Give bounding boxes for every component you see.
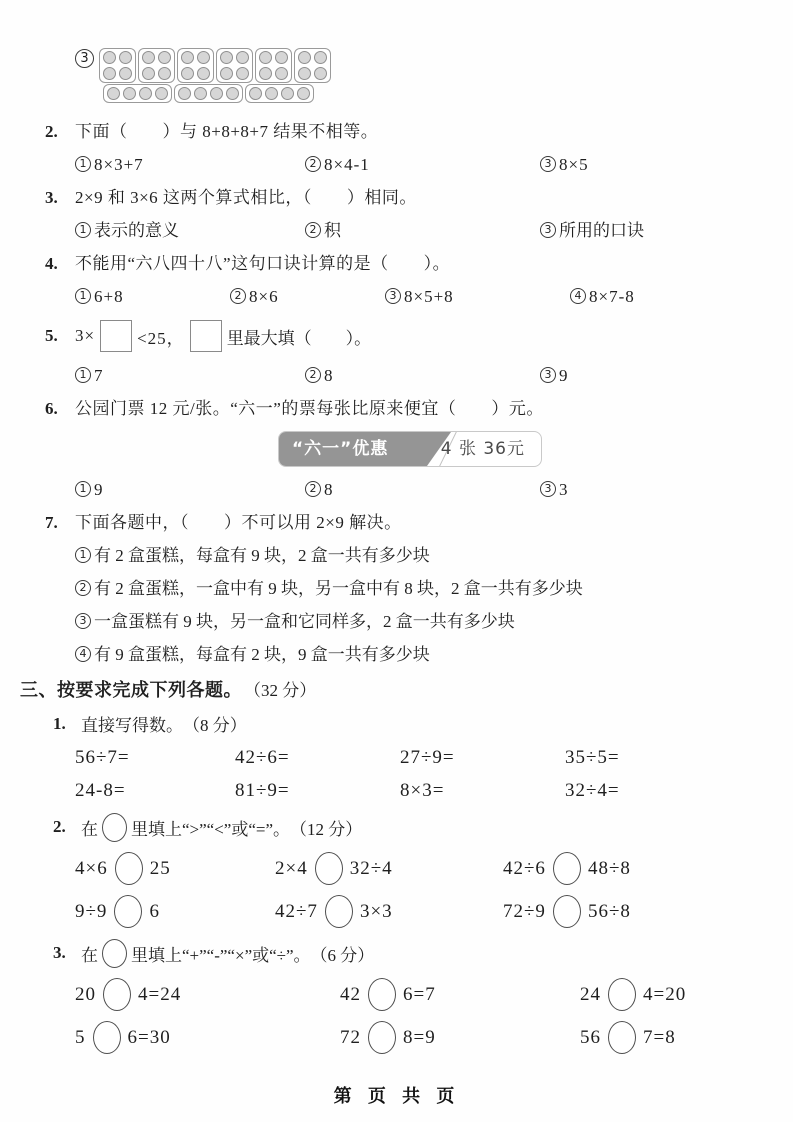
question-text: 下面各题中，（ ）不可以用 2×9 解决。 — [75, 513, 402, 532]
option-marker: 1 — [75, 156, 91, 172]
option-marker: 3 — [540, 367, 556, 383]
answer-circle — [553, 852, 581, 885]
question-3-options — [45, 214, 748, 247]
question-4 — [45, 247, 748, 280]
counter-group — [294, 48, 331, 83]
question-5 — [45, 313, 748, 359]
counter-dot — [142, 51, 155, 64]
counter-dot — [249, 87, 262, 100]
item-text: 有 9 盒蛋糕，每盒有 2 块，9 盒一共有多少块 — [94, 645, 430, 664]
banner-label: “六一”优惠 — [292, 439, 389, 459]
option-text: 8×6 — [249, 287, 279, 306]
question-number: 6. — [45, 399, 58, 418]
option-text: 8 — [324, 480, 333, 499]
counter-group — [216, 48, 253, 83]
section-score: （32 分） — [244, 681, 317, 700]
answer-circle — [553, 895, 581, 928]
comparison-row — [45, 847, 748, 890]
comparison-item — [503, 852, 748, 885]
answer-circle — [368, 1021, 396, 1054]
counter-dot — [181, 51, 194, 64]
counter-dot — [226, 87, 239, 100]
right-expression: 6 — [149, 900, 160, 922]
question-2 — [45, 115, 748, 148]
counter-group — [99, 48, 136, 83]
counter-dot — [265, 87, 278, 100]
option-marker: 3 — [540, 222, 556, 238]
option-marker: 1 — [75, 288, 91, 304]
item-text: 一盒蛋糕有 9 块，另一盒和它同样多，2 盒一共有多少块 — [94, 612, 515, 631]
subquestion-score: （8 分） — [183, 716, 247, 735]
counter-dot — [298, 67, 311, 80]
counter-dot — [139, 87, 152, 100]
counter-dot — [197, 67, 210, 80]
left-number: 56 — [580, 1026, 601, 1048]
subquestion-1 — [45, 706, 748, 741]
option-marker: 3 — [385, 288, 401, 304]
counters-columns — [99, 48, 331, 103]
option-text: 8×4-1 — [324, 155, 370, 174]
answer-circle — [93, 1021, 121, 1054]
calc-expression: 24-8= — [75, 780, 126, 801]
blank-box — [100, 320, 132, 352]
calc-expression: 8×3= — [400, 780, 445, 801]
option — [75, 359, 305, 392]
counter-dot — [123, 87, 136, 100]
right-expression: 7=8 — [643, 1026, 676, 1048]
calc-expression: 32÷4= — [565, 780, 620, 801]
question-6-options — [45, 473, 748, 506]
right-expression: 25 — [149, 857, 171, 879]
subquestion-title: 直接写得数。 — [81, 716, 183, 735]
counter-dot — [298, 51, 311, 64]
counter-group — [138, 48, 175, 83]
subquestion-number: 3. — [53, 943, 66, 962]
counters-figure — [75, 48, 748, 103]
counter-group — [177, 48, 214, 83]
section-number: 三、 — [20, 679, 57, 701]
question-text-pre: 3× — [75, 326, 96, 345]
equation-item — [340, 1021, 580, 1054]
comparison-item — [75, 852, 275, 885]
answer-circle — [102, 939, 127, 968]
counter-dot — [281, 87, 294, 100]
calc-expression: 35÷5= — [565, 747, 620, 768]
option-marker: 4 — [75, 646, 91, 662]
option-marker: 1 — [75, 481, 91, 497]
counter-dot — [178, 87, 191, 100]
option — [305, 359, 540, 392]
equation-item — [340, 978, 580, 1011]
question-7 — [45, 506, 748, 539]
question-number: 3. — [45, 188, 58, 207]
counter-group — [103, 84, 172, 103]
counter-dot — [259, 51, 272, 64]
calc-expression: 27÷9= — [400, 747, 455, 768]
option-text: 8×5+8 — [404, 287, 454, 306]
right-expression: 4=20 — [643, 983, 687, 1005]
counter-dot — [119, 51, 132, 64]
counter-dot — [158, 67, 171, 80]
instruction-post: 里填上“+”“-”“×”或“÷”。 — [131, 945, 311, 965]
figure-option-marker: 3 — [75, 49, 94, 68]
counters-row-2 — [103, 84, 331, 103]
left-expression: 42÷6 — [503, 857, 546, 879]
option — [75, 280, 230, 313]
answer-circle — [368, 978, 396, 1011]
option-text: 表示的意义 — [94, 221, 179, 240]
left-expression: 72÷9 — [503, 900, 546, 922]
left-expression: 2×4 — [275, 857, 308, 879]
counter-dot — [236, 67, 249, 80]
option-marker: 1 — [75, 367, 91, 383]
left-number: 42 — [340, 983, 361, 1005]
question-6 — [45, 392, 748, 425]
question-7-item — [45, 572, 748, 605]
counter-dot — [155, 87, 168, 100]
counter-group — [255, 48, 292, 83]
option — [305, 473, 540, 506]
question-text-post: 里最大填（ ）。 — [226, 328, 372, 348]
left-number: 5 — [75, 1026, 86, 1048]
option-marker: 4 — [570, 288, 586, 304]
option-text: 9 — [559, 366, 568, 385]
equation-row — [45, 973, 748, 1016]
left-number: 24 — [580, 983, 601, 1005]
option-marker: 3 — [540, 481, 556, 497]
item-text: 有 2 盒蛋糕，每盒有 9 块，2 盒一共有多少块 — [94, 546, 430, 565]
counter-dot — [107, 87, 120, 100]
question-7-item — [45, 638, 748, 671]
right-expression: 6=30 — [127, 1026, 171, 1048]
option-text: 6+8 — [94, 287, 124, 306]
instruction-post: 里填上“>”“<”或“=”。 — [131, 819, 291, 839]
option-text: 3 — [559, 480, 568, 499]
section-3-header — [20, 671, 748, 706]
counter-dot — [275, 51, 288, 64]
subquestion-score: （6 分） — [310, 945, 375, 965]
right-expression: 32÷4 — [349, 857, 393, 879]
option-text: 所用的口诀 — [559, 221, 644, 240]
option-marker: 3 — [540, 156, 556, 172]
calc-expression: 42÷6= — [235, 747, 290, 768]
question-2-options — [45, 148, 748, 181]
counter-dot — [314, 51, 327, 64]
right-expression: 6=7 — [403, 983, 436, 1005]
left-expression: 4×6 — [75, 857, 108, 879]
right-expression: 3×3 — [359, 900, 393, 922]
question-5-options — [45, 359, 748, 392]
option-text: 9 — [94, 480, 103, 499]
option — [540, 359, 748, 392]
question-text: 公园门票 12 元/张。“六一”的票每张比原来便宜（ ）元。 — [75, 399, 544, 418]
left-expression: 42÷7 — [275, 900, 318, 922]
option — [570, 280, 748, 313]
answer-circle — [608, 1021, 636, 1054]
question-number: 5. — [45, 326, 58, 345]
instruction-pre: 在 — [81, 945, 98, 965]
calc-expression: 56÷7= — [75, 747, 130, 768]
option-marker: 2 — [75, 580, 91, 596]
question-7-item — [45, 605, 748, 638]
option-marker: 1 — [75, 547, 91, 563]
option — [305, 214, 540, 247]
option — [540, 214, 748, 247]
question-text: 不能用“六八四十八”这句口诀计算的是（ ）。 — [75, 254, 451, 273]
option-marker: 2 — [230, 288, 246, 304]
equation-item — [580, 1021, 748, 1054]
subquestion-score: （12 分） — [290, 819, 363, 839]
question-7-item — [45, 539, 748, 572]
answer-circle — [115, 852, 143, 885]
counter-dot — [236, 51, 249, 64]
counter-dot — [194, 87, 207, 100]
right-expression: 4=24 — [138, 983, 182, 1005]
option — [75, 473, 305, 506]
question-text: 2×9 和 3×6 这两个算式相比，（ ）相同。 — [75, 188, 417, 207]
counter-dot — [220, 51, 233, 64]
question-number: 7. — [45, 513, 58, 532]
subquestion-2 — [45, 807, 748, 847]
counter-dot — [158, 51, 171, 64]
option — [75, 148, 305, 181]
counter-dot — [142, 67, 155, 80]
comparison-row — [45, 890, 748, 933]
answer-circle — [114, 895, 142, 928]
subquestion-number: 1. — [53, 713, 66, 733]
comparison-item — [275, 852, 503, 885]
question-text-mid: <25， — [137, 328, 185, 348]
counter-group — [245, 84, 314, 103]
counter-dot — [297, 87, 310, 100]
question-number: 2. — [45, 122, 58, 141]
answer-circle — [325, 895, 353, 928]
option-marker: 2 — [305, 222, 321, 238]
calc-expression: 81÷9= — [235, 780, 290, 801]
equation-item — [75, 978, 340, 1011]
blank-box — [190, 320, 222, 352]
calc-row — [45, 741, 748, 774]
counter-group — [174, 84, 243, 103]
counter-dot — [275, 67, 288, 80]
option-text: 8×5 — [559, 155, 589, 174]
option — [540, 148, 748, 181]
comparison-item — [503, 895, 748, 928]
question-text: 下面（ ）与 8+8+8+7 结果不相等。 — [75, 122, 379, 141]
instruction-pre: 在 — [81, 819, 98, 839]
counter-dot — [259, 67, 272, 80]
comparison-item — [75, 895, 275, 928]
subquestion-3 — [45, 933, 748, 973]
answer-circle — [315, 852, 343, 885]
banner-price: 4 张 36元 — [440, 439, 525, 459]
right-expression: 56÷8 — [587, 900, 631, 922]
option-marker: 2 — [305, 367, 321, 383]
answer-circle — [608, 978, 636, 1011]
option — [75, 214, 305, 247]
question-4-options — [45, 280, 748, 313]
answer-circle — [102, 813, 127, 842]
option-marker: 2 — [305, 481, 321, 497]
counter-dot — [197, 51, 210, 64]
question-3 — [45, 181, 748, 214]
section-title: 按要求完成下列各题。 — [57, 679, 242, 701]
equation-item — [580, 978, 748, 1011]
option-text: 积 — [324, 221, 341, 240]
option — [540, 473, 748, 506]
counters-row-1 — [99, 48, 331, 83]
counter-dot — [103, 51, 116, 64]
right-expression: 8=9 — [403, 1026, 436, 1048]
counter-dot — [103, 67, 116, 80]
left-number: 20 — [75, 983, 96, 1005]
counter-dot — [314, 67, 327, 80]
left-expression: 9÷9 — [75, 900, 108, 922]
option — [230, 280, 385, 313]
question-number: 4. — [45, 254, 58, 273]
discount-ticket-banner — [278, 431, 542, 467]
counter-dot — [181, 67, 194, 80]
option-text: 8×7-8 — [589, 287, 635, 306]
counter-dot — [220, 67, 233, 80]
calc-row — [45, 774, 748, 807]
option-text: 8 — [324, 366, 333, 385]
equation-row — [45, 1016, 748, 1059]
counter-dot — [119, 67, 132, 80]
right-expression: 48÷8 — [587, 857, 631, 879]
option-text: 8×3+7 — [94, 155, 144, 174]
equation-item — [75, 1021, 340, 1054]
item-text: 有 2 盒蛋糕，一盒中有 9 块，另一盒中有 8 块，2 盒一共有多少块 — [94, 579, 583, 598]
counter-dot — [210, 87, 223, 100]
option — [385, 280, 570, 313]
left-number: 72 — [340, 1026, 361, 1048]
option-marker: 1 — [75, 222, 91, 238]
option — [305, 148, 540, 181]
page-footer: 第 页 共 页 — [333, 1086, 460, 1107]
option-marker: 3 — [75, 613, 91, 629]
comparison-item — [275, 895, 503, 928]
option-marker: 2 — [305, 156, 321, 172]
answer-circle — [103, 978, 131, 1011]
subquestion-number: 2. — [53, 817, 66, 836]
option-text: 7 — [94, 366, 103, 385]
